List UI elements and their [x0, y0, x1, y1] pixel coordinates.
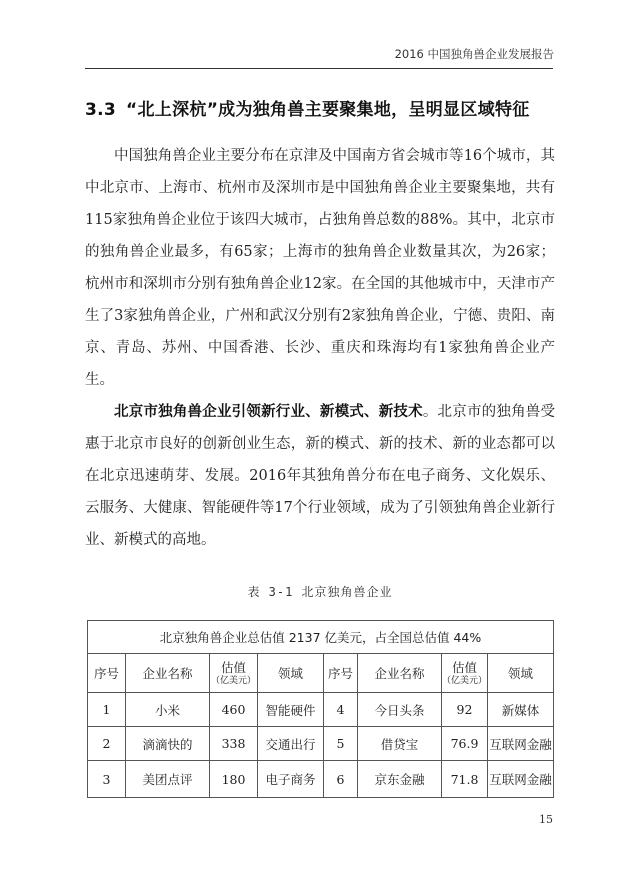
paragraph-lead: 北京市独角兽企业引领新行业、新模式、新技术 [114, 403, 423, 420]
section-title: “北上深杭”成为独角兽主要聚集地，呈明显区域特征 [126, 100, 530, 120]
page-number: 15 [539, 813, 553, 826]
cell-field: 交通出行 [258, 727, 324, 761]
header-rule [85, 68, 553, 69]
cell-name: 京东金融 [358, 761, 442, 798]
cell-name: 借贷宝 [358, 727, 442, 761]
header-valuation-unit: （亿美元） [210, 675, 256, 686]
cell-name: 今日头条 [358, 693, 442, 727]
header-name: 企业名称 [358, 654, 442, 693]
header-field: 领域 [488, 654, 554, 693]
paragraph [85, 396, 555, 556]
header-valuation-label: 估值 [451, 659, 477, 675]
header-valuation-label: 估值 [220, 659, 246, 675]
cell-valuation: 76.9 [442, 727, 488, 761]
cell-no: 1 [88, 693, 126, 727]
cell-field: 新媒体 [488, 693, 554, 727]
cell-field: 互联网金融 [488, 761, 554, 798]
header-valuation-unit: （亿美元） [442, 675, 488, 686]
cell-no: 4 [324, 693, 358, 727]
table-caption: 表 3-1 北京独角兽企业 [247, 585, 393, 599]
body-text [85, 140, 555, 556]
header-no: 序号 [88, 654, 126, 693]
section-number: 3.3 [85, 100, 117, 120]
table-row [88, 761, 554, 798]
cell-valuation: 92 [442, 693, 488, 727]
cell-name: 美团点评 [126, 761, 210, 798]
header-name: 企业名称 [126, 654, 210, 693]
table-row [88, 693, 554, 727]
header-field: 领域 [258, 654, 324, 693]
cell-field: 智能硬件 [258, 693, 324, 727]
header-valuation [442, 654, 488, 693]
cell-name: 滴滴快的 [126, 727, 210, 761]
cell-no: 2 [88, 727, 126, 761]
cell-no: 5 [324, 727, 358, 761]
header-no: 序号 [324, 654, 358, 693]
cell-no: 6 [324, 761, 358, 798]
table-row [88, 727, 554, 761]
beijing-unicorn-table [87, 620, 554, 798]
cell-valuation: 180 [210, 761, 258, 798]
header-valuation [210, 654, 258, 693]
cell-no: 3 [88, 761, 126, 798]
cell-valuation: 71.8 [442, 761, 488, 798]
section-heading [85, 95, 555, 120]
paragraph-text: 中国独角兽企业主要分布在京津及中国南方省会城市等16个城市，其中北京市、上海市、杭州市及深圳市是中国独角兽企业主要聚集地，共有115家独角兽企业位于该四大城市，占独角兽总数的88%。其中，北京市的独角兽企业最多，有65家；上海市的独角兽企业数量其次，为26家；杭州市和深圳市分别有独角兽企业12家。在全国的其他城市中，天津市产生了3家独角兽企业，广州和武汉分别有2家独角兽企业，宁德、贵阳、南京、青岛、苏州、中国香港、长沙、重庆和珠海均有1家独角兽企业产生。 [85, 148, 555, 388]
running-head: 2016 中国独角兽企业发展报告 [394, 47, 554, 61]
paragraph-text: 。北京市的独角兽受惠于北京市良好的创新创业生态，新的模式、新的技术、新的业态都可以在北京迅速萌芽、发展。2016年其独角兽分布在电子商务、文化娱乐、云服务、大健康、智能硬件等17个行业领域，成为了引领独角兽企业新行业、新模式的高地。 [85, 404, 555, 548]
cell-field: 互联网金融 [488, 727, 554, 761]
cell-name: 小米 [126, 693, 210, 727]
cell-valuation: 338 [210, 727, 258, 761]
table-summary: 北京独角兽企业总估值 2137 亿美元，占全国总估值 44% [88, 621, 554, 654]
paragraph [85, 140, 555, 396]
cell-valuation: 460 [210, 693, 258, 727]
cell-field: 电子商务 [258, 761, 324, 798]
